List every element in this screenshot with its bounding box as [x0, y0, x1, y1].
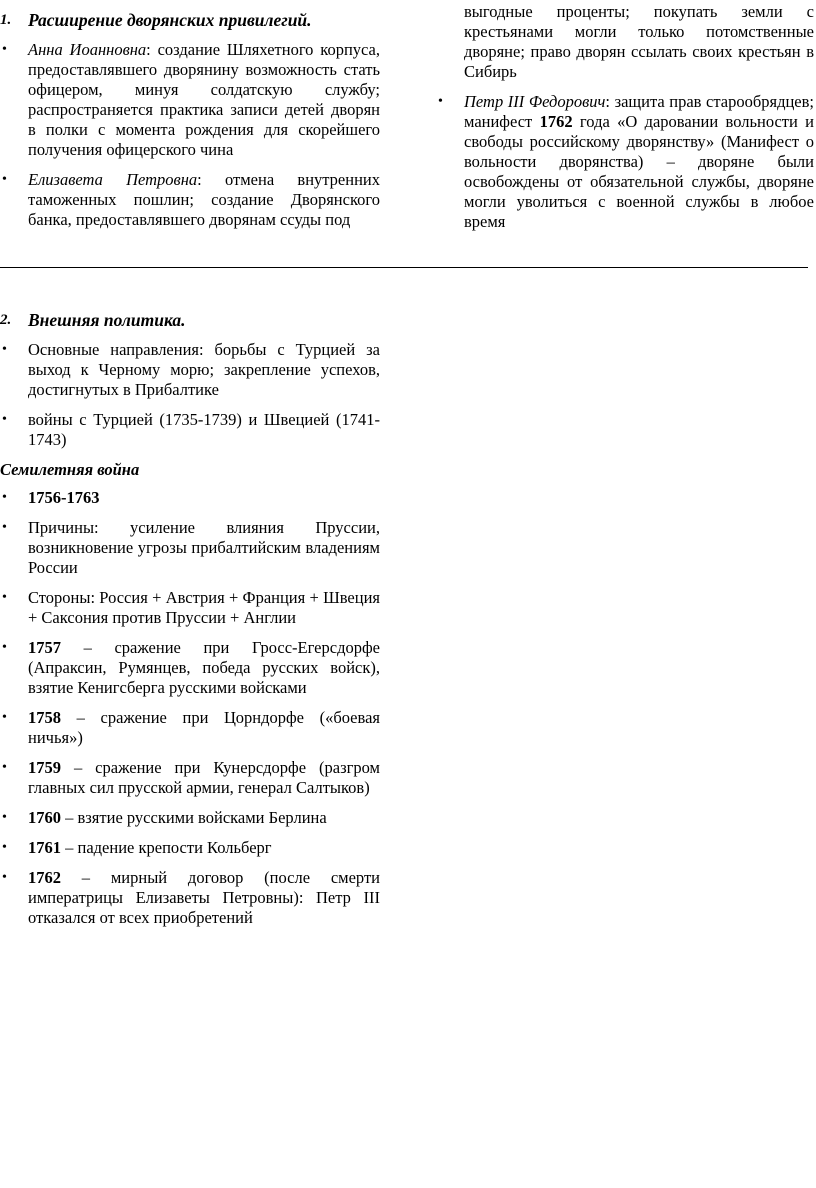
item-text: : создание Шляхетного корпуса, предоставлявшего дворянину возможность стать офицером, минуя солдатскую службу; распространяется практика записи детей дворян в полки с момента рождения для скорейшего получения офицерского чина [28, 40, 380, 159]
list-item [0, 488, 380, 508]
item-text: : отмена внутренних таможенных пошлин; создание Дворянского банка, предоставлявшего дворянам ссуды под [28, 170, 380, 229]
bullet-icon: • [2, 710, 7, 725]
list-item-elizaveta [0, 170, 380, 230]
item-text: – сражение при Гросс-Егерсдорфе (Апраксин, Румянцев, победа русских войск), взятие Кенигсберга русскими войсками [28, 638, 380, 697]
section-privileges-left-column [0, 10, 380, 240]
list-item-continuation: выгодные проценты; покупать земли с крестьянами могли только потомственные дворяне; право дворян ссылать своих крестьян в Сибирь [464, 2, 814, 81]
list-item [0, 838, 380, 858]
bullet-icon: • [2, 590, 7, 605]
item-text: – падение крепости Кольберг [61, 838, 272, 857]
list-item [0, 808, 380, 828]
list-item-petr [436, 92, 814, 232]
item-year: 1761 [28, 838, 61, 857]
section-2-heading [0, 310, 380, 330]
item-text: – мирный договор (после смерти императрицы Елизаветы Петровны): Петр III отказался от всех приобретений [28, 868, 380, 927]
section-foreign-policy [0, 310, 380, 938]
list-item [0, 588, 380, 628]
seven-years-war-list [0, 488, 380, 928]
item-text: – сражение при Цорндорфе («боевая ничья») [28, 708, 380, 747]
bullet-icon: • [2, 760, 7, 775]
section-privileges-right-column [438, 2, 815, 242]
list-item [0, 758, 380, 798]
foreign-policy-list [0, 340, 380, 450]
item-text: Причины: усиление влияния Пруссии, возникновение угрозы прибалтийским владениям России [28, 518, 380, 577]
section-1-heading [0, 10, 380, 30]
ruler-name: Елизавета Петровна [28, 170, 198, 189]
list-item [0, 868, 380, 928]
item-text: : защита прав старообрядцев; манифест [464, 92, 815, 131]
list-item [0, 340, 380, 400]
item-text: – сражение при Кунерсдорфе (разгром главных сил прусской армии, генерал Салтыков) [28, 758, 380, 797]
section-2-number: 2. [0, 312, 12, 328]
bullet-icon: • [2, 640, 7, 655]
privileges-list [0, 40, 380, 230]
seven-years-war-heading: Семилетняя война [0, 460, 140, 479]
section-2-title: Внешняя политика. [28, 310, 186, 330]
list-item-anna [0, 40, 380, 160]
item-year: 1759 [28, 758, 61, 777]
bullet-icon: • [2, 172, 7, 187]
bullet-icon: • [438, 94, 443, 109]
list-item [0, 518, 380, 578]
bullet-icon: • [2, 840, 7, 855]
ruler-name: Анна Иоанновна [28, 40, 147, 59]
item-text: года «О даровании вольности и свободы российскому дворянству» (Манифест о вольности дворянства) – дворяне были освобождены от обязательной службы, дворяне могли уволиться с военной службы в любое время [464, 112, 814, 231]
item-year: 1762 [28, 868, 61, 887]
item-year: 1757 [28, 638, 61, 657]
section-1-title: Расширение дворянских привилегий. [28, 10, 312, 30]
section-divider [0, 267, 808, 268]
bullet-icon: • [2, 810, 7, 825]
list-item [0, 638, 380, 698]
item-text: войны с Турцией (1735-1739) и Швецией (1741-1743) [28, 410, 380, 449]
bullet-icon: • [2, 412, 7, 427]
item-text: Стороны: Россия + Австрия + Франция + Швеция + Саксония против Пруссии + Англии [28, 588, 380, 627]
privileges-list-continued [438, 92, 815, 232]
bullet-icon: • [2, 490, 7, 505]
manifest-year: 1762 [539, 112, 573, 131]
item-year: 1756-1763 [28, 488, 100, 507]
item-text: Основные направления: борьбы с Турцией за выход к Черному морю; закрепление успехов, достигнутых в Прибалтике [28, 340, 380, 399]
list-item [0, 410, 380, 450]
list-item [0, 708, 380, 748]
bullet-icon: • [2, 42, 7, 57]
item-text: – взятие русскими войсками Берлина [61, 808, 327, 827]
ruler-name: Петр III Федорович [464, 92, 606, 111]
section-1-number: 1. [0, 12, 12, 28]
bullet-icon: • [2, 520, 7, 535]
item-year: 1758 [28, 708, 61, 727]
bullet-icon: • [2, 870, 7, 885]
item-year: 1760 [28, 808, 61, 827]
bullet-icon: • [2, 342, 7, 357]
